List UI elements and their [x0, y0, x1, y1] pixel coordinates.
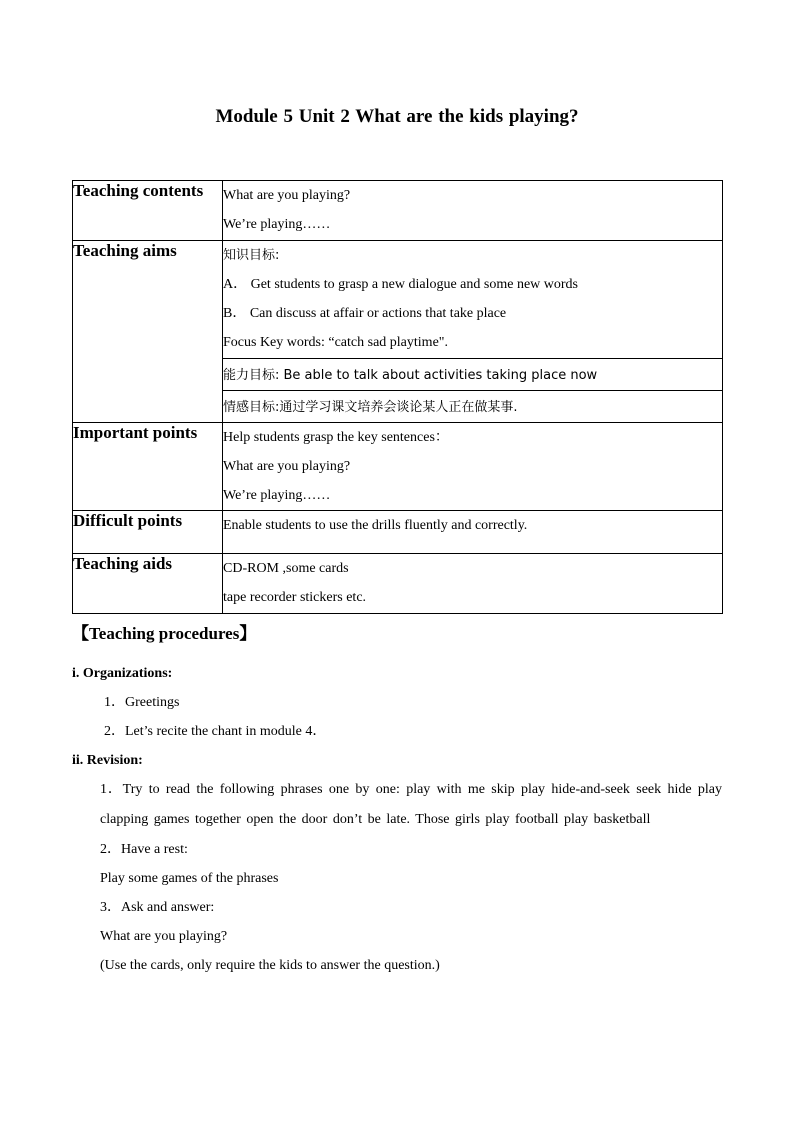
document-title: Module 5 Unit 2 What are the kids playing?: [215, 106, 579, 127]
row-content: [223, 181, 723, 241]
revision-item-3: 3．Ask and answer:: [100, 900, 215, 915]
teaching-plan-table: [72, 180, 723, 614]
content-line: Focus Key words: “catch sad playtime".: [223, 335, 448, 350]
table-row: [73, 423, 723, 511]
row-content: [223, 241, 723, 359]
revision-heading: ii. Revision:: [72, 753, 143, 768]
row-content: [223, 554, 723, 614]
row-label: Teaching aims: [73, 241, 223, 423]
revision-item-2: 2．Have a rest:: [100, 842, 188, 857]
content-line: tape recorder stickers etc.: [223, 590, 367, 605]
row-label: Teaching aids: [73, 554, 223, 614]
list-item: 1．Greetings: [104, 695, 180, 710]
revision-item-2-detail: Play some games of the phrases: [100, 871, 279, 886]
content-line: 知识目标:: [223, 248, 280, 263]
row-content: [223, 391, 723, 423]
content-line: Help students grasp the key sentences：: [223, 430, 449, 445]
content-line: 情感目标:通过学习课文培养会谈论某人正在做某事.: [223, 400, 518, 415]
table-row: [73, 181, 723, 241]
revision-item-1: 1．Try to read the following phrases one by one: play with me skip play hide-and-seek seek hide play clapping games together open the door don’t be late. Those girls play football play basketball: [100, 782, 722, 827]
table-row: [73, 511, 723, 554]
content-line: CD-ROM ,some cards: [223, 561, 349, 576]
row-label: Teaching contents: [73, 181, 223, 241]
revision-item-3-note: (Use the cards, only require the kids to answer the question.): [100, 958, 440, 973]
content-line: Enable students to use the drills fluently and correctly.: [223, 518, 528, 533]
content-line: We’re playing……: [223, 217, 331, 232]
content-line: What are you playing?: [223, 188, 351, 203]
organizations-heading: i. Organizations:: [72, 666, 173, 681]
row-content: [223, 359, 723, 391]
table-row: [73, 241, 723, 359]
row-content: [223, 423, 723, 511]
row-label: Important points: [73, 423, 223, 511]
row-content: [223, 511, 723, 554]
content-line: We’re playing……: [223, 488, 331, 503]
content-line: B． Can discuss at affair or actions that take place: [223, 306, 507, 321]
revision-item-3-question: What are you playing?: [100, 929, 228, 944]
content-line: A． Get students to grasp a new dialogue and some new words: [223, 277, 578, 292]
table-row: [73, 554, 723, 614]
procedures-body: [72, 659, 722, 980]
list-item: 2．Let’s recite the chant in module 4．: [104, 724, 327, 739]
procedures-heading: 【Teaching procedures】: [72, 624, 257, 643]
row-label: Difficult points: [73, 511, 223, 554]
content-line: What are you playing?: [223, 459, 351, 474]
content-line: 能力目标: Be able to talk about activities taking place now: [223, 368, 598, 383]
